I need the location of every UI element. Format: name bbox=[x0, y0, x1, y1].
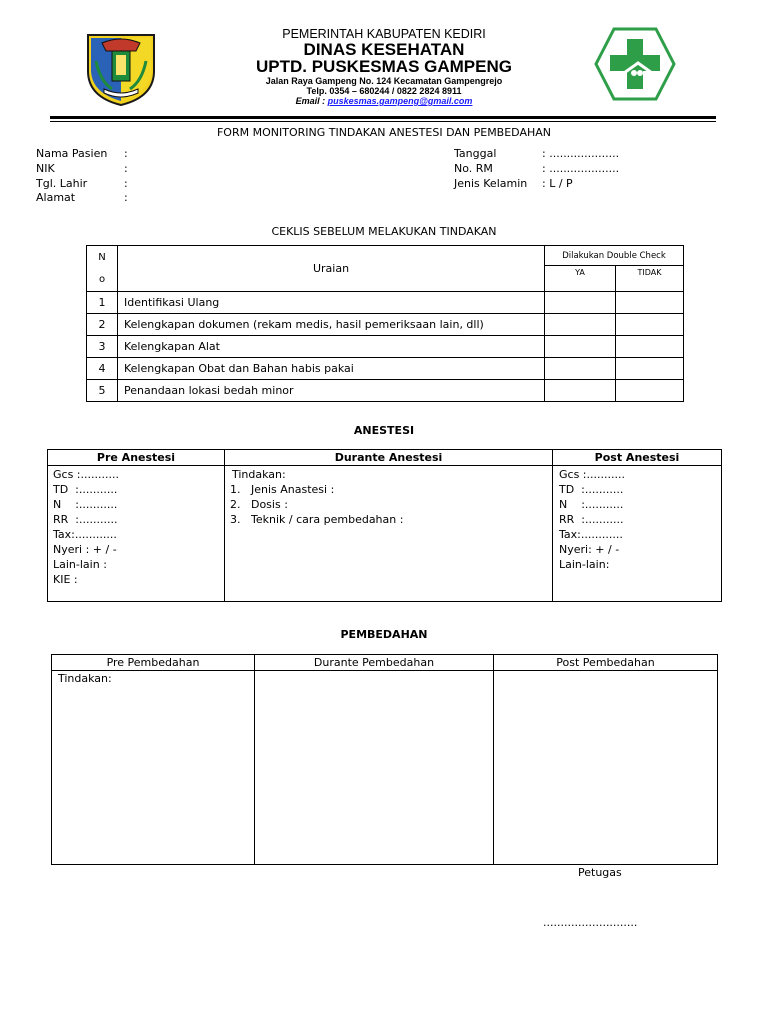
field-tanggal-label: Tanggal bbox=[454, 147, 497, 160]
field-label: Tgl. Lahir bbox=[36, 177, 88, 190]
post-anestesi-item: Nyeri: + / - bbox=[559, 543, 620, 556]
header-phone: Telp. 0354 – 680244 / 0822 2824 8911 bbox=[306, 86, 462, 96]
email-link[interactable]: puskesmas.gampeng@gmail.com bbox=[327, 96, 473, 106]
pre-anestesi-item: TD :........... bbox=[53, 483, 118, 496]
field-no-rm-label: No. RM bbox=[454, 162, 493, 175]
check-ya-cell[interactable] bbox=[545, 358, 616, 380]
anestesi-title: ANESTESI bbox=[353, 424, 415, 437]
durante-anestesi-cell[interactable] bbox=[225, 466, 553, 602]
check-tidak-cell[interactable] bbox=[616, 380, 684, 402]
field-no-rm-value[interactable]: : .................... bbox=[542, 162, 620, 175]
row-uraian: Penandaan lokasi bedah minor bbox=[118, 380, 545, 402]
pembedahan-title: PEMBEDAHAN bbox=[340, 628, 428, 641]
puskesmas-cross-logo bbox=[594, 27, 676, 101]
row-uraian: Kelengkapan dokumen (rekam medis, hasil pemeriksaan lain, dll) bbox=[118, 314, 545, 336]
check-tidak-cell[interactable] bbox=[616, 292, 684, 314]
col-double-check-header: Dilakukan Double Check bbox=[545, 246, 684, 266]
pre-anestesi-item: KIE : bbox=[53, 573, 78, 586]
field-sep: : bbox=[124, 191, 128, 204]
row-no: 1 bbox=[87, 292, 118, 314]
field-tanggal-value[interactable]: : .................... bbox=[542, 147, 620, 160]
checklist-title: CEKLIS SEBELUM MELAKUKAN TINDAKAN bbox=[271, 225, 497, 238]
row-uraian: Identifikasi Ulang bbox=[118, 292, 545, 314]
col-pre-anestesi: Pre Anestesi bbox=[48, 450, 225, 466]
anestesi-table bbox=[47, 449, 722, 602]
row-no: 5 bbox=[87, 380, 118, 402]
pre-anestesi-item: N :........... bbox=[53, 498, 118, 511]
field-jenis-kelamin-label: Jenis Kelamin bbox=[454, 177, 528, 190]
check-ya-cell[interactable] bbox=[545, 314, 616, 336]
durante-pembedahan-cell[interactable] bbox=[255, 671, 494, 865]
field-nik[interactable] bbox=[36, 162, 55, 175]
checklist-table bbox=[86, 245, 684, 402]
header-department: DINAS KESEHATAN bbox=[303, 40, 465, 59]
table-row bbox=[87, 336, 684, 358]
post-anestesi-item: RR :........... bbox=[559, 513, 624, 526]
pre-anestesi-item: Nyeri : + / - bbox=[53, 543, 117, 556]
col-ya-header: YA bbox=[545, 266, 616, 292]
field-alamat[interactable] bbox=[36, 191, 75, 204]
col-no-top: N bbox=[98, 251, 106, 263]
durante-item: 1. Jenis Anastesi : bbox=[230, 483, 335, 496]
field-sep: : bbox=[124, 147, 128, 160]
col-uraian-header: Uraian bbox=[118, 246, 545, 292]
field-label: Alamat bbox=[36, 191, 76, 204]
post-anestesi-item: N :........... bbox=[559, 498, 624, 511]
row-no: 2 bbox=[87, 314, 118, 336]
post-anestesi-item: TD :........... bbox=[559, 483, 624, 496]
durante-item: 2. Dosis : bbox=[230, 498, 288, 511]
field-sep: : bbox=[124, 177, 128, 190]
col-no-header bbox=[87, 246, 118, 292]
row-uraian: Kelengkapan Obat dan Bahan habis pakai bbox=[118, 358, 545, 380]
row-no: 4 bbox=[87, 358, 118, 380]
post-pembedahan-cell[interactable] bbox=[494, 671, 718, 865]
check-ya-cell[interactable] bbox=[545, 336, 616, 358]
kabupaten-kediri-emblem bbox=[82, 31, 160, 107]
pre-pembedahan-label: Tindakan: bbox=[58, 672, 112, 685]
post-anestesi-item: Tax:............ bbox=[559, 528, 623, 541]
header-address: Jalan Raya Gampeng No. 124 Kecamatan Gampengrejo bbox=[265, 76, 503, 86]
field-label: Nama Pasien bbox=[36, 147, 108, 160]
row-uraian: Kelengkapan Alat bbox=[118, 336, 545, 358]
post-anestesi-cell[interactable] bbox=[553, 466, 722, 602]
pre-pembedahan-cell[interactable] bbox=[52, 671, 255, 865]
check-tidak-cell[interactable] bbox=[616, 314, 684, 336]
field-label: NIK bbox=[36, 162, 55, 175]
pre-anestesi-item: Gcs :........... bbox=[53, 468, 119, 481]
pre-anestesi-cell[interactable] bbox=[48, 466, 225, 602]
field-sep: : bbox=[124, 162, 128, 175]
field-nama-pasien[interactable] bbox=[36, 147, 107, 160]
col-post-pembedahan: Post Pembedahan bbox=[494, 655, 718, 671]
petugas-label: Petugas bbox=[578, 866, 622, 879]
field-jenis-kelamin-value[interactable]: : L / P bbox=[542, 177, 573, 190]
field-tgl-lahir[interactable] bbox=[36, 177, 87, 190]
col-no-bottom: o bbox=[98, 273, 106, 285]
form-title: FORM MONITORING TINDAKAN ANESTESI DAN PEMBEDAHAN bbox=[216, 126, 552, 139]
col-durante-pembedahan: Durante Pembedahan bbox=[255, 655, 494, 671]
col-post-anestesi: Post Anestesi bbox=[553, 450, 722, 466]
row-no: 3 bbox=[87, 336, 118, 358]
durante-label: Tindakan: bbox=[232, 468, 286, 481]
check-ya-cell[interactable] bbox=[545, 380, 616, 402]
post-anestesi-item: Gcs :........... bbox=[559, 468, 625, 481]
pre-anestesi-item: Lain-lain : bbox=[53, 558, 107, 571]
col-tidak-header: TIDAK bbox=[616, 266, 684, 292]
header-institution: UPTD. PUSKESMAS GAMPENG bbox=[256, 57, 512, 76]
email-label: Email : bbox=[295, 96, 328, 106]
post-anestesi-item: Lain-lain: bbox=[559, 558, 610, 571]
table-row bbox=[87, 314, 684, 336]
table-row bbox=[87, 292, 684, 314]
header-rule-thick bbox=[50, 116, 716, 119]
check-tidak-cell[interactable] bbox=[616, 336, 684, 358]
pembedahan-table bbox=[51, 654, 718, 865]
header-rule-thin bbox=[50, 121, 716, 122]
pre-anestesi-item: RR :........... bbox=[53, 513, 118, 526]
check-ya-cell[interactable] bbox=[545, 292, 616, 314]
header-email-line bbox=[234, 96, 534, 106]
pre-anestesi-item: Tax:............ bbox=[53, 528, 117, 541]
table-row bbox=[87, 380, 684, 402]
col-durante-anestesi: Durante Anestesi bbox=[225, 450, 553, 466]
check-tidak-cell[interactable] bbox=[616, 358, 684, 380]
signature-line[interactable]: ........................... bbox=[543, 916, 638, 929]
header-government: PEMERINTAH KABUPATEN KEDIRI bbox=[282, 27, 486, 41]
table-row bbox=[87, 358, 684, 380]
durante-item: 3. Teknik / cara pembedahan : bbox=[230, 513, 404, 526]
col-pre-pembedahan: Pre Pembedahan bbox=[52, 655, 255, 671]
